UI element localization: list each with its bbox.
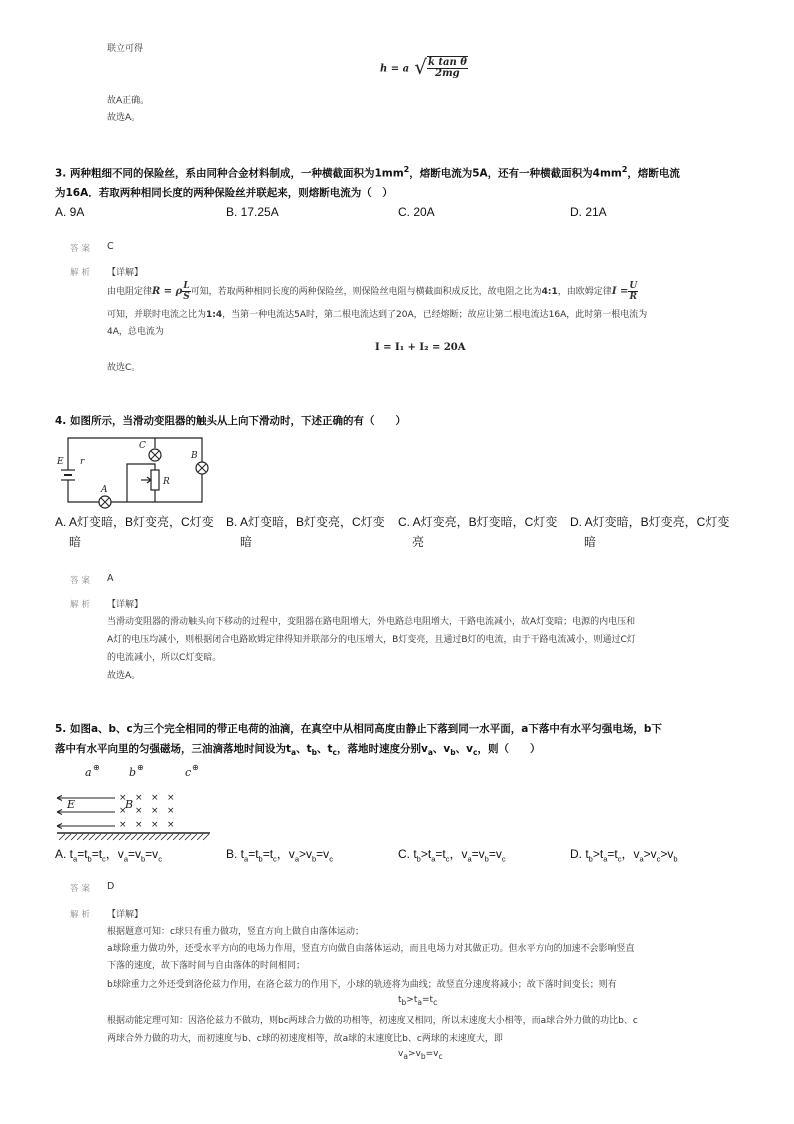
q4-option-a[interactable] [55,512,214,552]
q3-exp-c: ，由欧姆定律 [557,287,612,297]
h-frac [427,56,468,79]
q3-frac-UR [628,281,638,302]
q4-option-d-l1: D. A灯变暗，B灯变亮，C灯变 [570,515,730,529]
q4-exp-3: 的电流减小，所以C灯变暗。 [107,653,222,663]
q3-frac-S: S [183,292,190,302]
q3-conclusion: 故选C。 [107,363,141,373]
svg-text:×: × [135,793,143,803]
q3-frac-R: R [629,292,638,302]
lamp-a-icon [99,496,111,508]
q4-exp-4: 故选A。 [107,671,141,681]
q4-option-b[interactable] [226,512,385,552]
label-E: E [57,457,64,467]
q5-option-b[interactable]: B. $t_a=t_b=t_c$，$v_a>v_b=v_c$ [226,847,333,864]
q3-answer-label: 答案 [70,244,94,254]
q3-total-eq: I = I₁ + I₂ = 20A [375,342,466,353]
q5-option-c[interactable]: C. $t_b>t_a=t_c$，$v_a=v_b=v_c$ [398,847,506,864]
q4-option-d-l2: 暗 [584,535,597,549]
q3-option-b[interactable]: B. 17.25A [226,205,279,219]
q3-sup-1: 2 [403,165,410,174]
svg-text:×: × [135,806,143,816]
q3-frac-LS [182,281,190,302]
svg-text:×: × [167,793,175,803]
h-formula-lhs: h = a [380,63,410,75]
q4-circuit-diagram [55,432,210,510]
q5-stem-line2-c: ，则（ ） [477,743,541,755]
svg-text:×: × [135,820,143,830]
q5-option-a[interactable]: A. $t_a=t_b=t_c$，$v_a=v_b=v_c$ [55,847,162,864]
top-text-2: 故A正确。 [107,96,150,106]
q3-exp-line2-a: 可知，并联时电流之比为 [107,310,207,320]
charge-b-icon: ⊕ [137,763,144,772]
drop-c-label: c [185,766,192,779]
q3-frac-U: U [629,281,638,291]
q4-option-c-l2: 亮 [412,535,425,549]
q3-sup-2: 2 [621,165,628,174]
q5-exp-1: 根据题意可知：c球只有重力做功，竖直方向上做自由落体运动； [107,927,364,937]
label-C: C [139,441,146,451]
q5-exp-5: 根据动能定理可知：因洛伦兹力不做功，则bc两球合力做的功相等，初速度又相同，所以末速度大小相等，而a球合外力做的功比b、c [107,1016,638,1026]
q4-option-b-l2: 暗 [240,535,253,549]
ground-hatch [59,834,209,840]
q3-option-a[interactable]: A. 9A [55,205,85,219]
q4-option-a-l2: 暗 [69,535,82,549]
q4-exp-2: A灯的电压均减小，则根据闭合电路欧姆定律得知并联部分的电压增大，B灯变亮，且通过B灯的电流，由于干路电流减小，则通过C灯 [107,635,636,645]
svg-text:×: × [151,806,159,816]
q3-stem-line2: 为16A．若取两种相同长度的两种保险丝并联起来，则熔断电流为（ ） [55,186,393,199]
q4-detail: 【详解】 [107,600,144,610]
q3-stem [55,160,745,203]
q3-exp-line2 [107,307,647,320]
circuit-wire [68,438,202,502]
q3-option-c[interactable]: C. 20A [398,205,435,219]
q3-ratio-41: 4:1 [541,287,558,297]
label-r: r [80,457,85,467]
lamp-c-icon [149,449,161,461]
h-formula [380,55,468,79]
q5-analysis-label: 解析 [70,910,94,920]
q3-frac-L: L [183,281,190,291]
q3-analysis-label: 解析 [70,268,94,278]
q5-answer-label: 答案 [70,884,94,894]
q5-exp-2: a球除重力做功外，还受水平方向的电场力作用，竖直方向做自由落体运动，而且电场力对其做正功。但水平方向的加速不会影响竖直 [107,944,635,954]
svg-text:×: × [119,806,127,816]
q3-exp-line2-b: ，当第一种电流达5A时，第二根电流达到了20A，已经熔断；故应让第二根电流达16A，此时第一根电流为 [222,310,648,320]
q4-option-a-l1: A. A灯变暗，B灯变亮，C灯变 [55,515,214,529]
lamp-b-icon [196,462,208,474]
sqrt-sign: √ [414,55,427,79]
q3-exp-b: 可知，若取两种相同长度的两种保险丝，则保险丝电阻与横截面积成反比，故电阻之比为 [190,287,542,297]
q4-exp-1: 当滑动变阻器的滑动触头向下移动的过程中，变阻器在路电阻增大，外电路总电阻增大，干路电流减小，故A灯变暗；电源的内电压和 [107,617,636,627]
q3-answer: C [107,241,114,252]
q4-option-b-l1: B. A灯变暗，B灯变亮，C灯变 [226,515,385,529]
q3-option-d[interactable]: D. 21A [570,205,607,219]
q3-exp-line3: 4A，总电流为 [107,327,164,337]
q4-stem: 4. 如图所示，当滑动变阻器的触头从上向下滑动时，下述正确的有（ ） [55,415,406,427]
q5-option-d[interactable]: D. $t_b>t_a=t_c$，$v_a>v_c>v_b$ [570,847,678,864]
svg-text:×: × [151,793,159,803]
q4-analysis-label: 解析 [70,600,94,610]
q4-option-d[interactable] [570,512,729,552]
q4-option-c-l1: C. A灯变亮，B灯变暗，C灯变 [398,515,558,529]
q3-exp-line1 [107,281,737,302]
q3-stem-c: ，熔断电流 [627,167,680,180]
q5-stem-line1: 5. 如图a、b、c为三个完全相同的带正电荷的油滴，在真空中从相同高度由静止下落到同一水平面，a下落中有水平匀强电场，b下 [55,723,662,735]
q5-stem-line2: 落中有水平向里的匀强磁场，三油滴落地时间设为$t_a$、$t_b$、$t_c$，落地时速度分别$v_a$、$v_b$、$v_c$，则（ ） [55,743,541,758]
q3-exp-a: 由电阻定律 [107,287,153,297]
q5-eq-2: $v_a>v_b=v_c$ [398,1049,443,1061]
h-frac-num: k tan θ [427,56,467,68]
drop-a-label: a [85,766,92,779]
label-A: A [101,485,108,495]
q3-detail: 【详解】 [107,268,144,278]
h-frac-den: 2mg [435,67,460,79]
field-B-label: B [125,798,134,811]
q5-field-diagram [55,760,215,842]
q5-exp-4: b球除重力之外还受到洛伦兹力作用，在洛仑兹力的作用下，小球的轨迹将为曲线；故竖直分速度将减小；故下落时间变长；则有 [107,980,617,990]
q3-eq-I: I = [611,286,629,297]
q4-option-c[interactable] [398,512,557,552]
field-E-label: E [67,798,76,811]
top-text-1: 联立可得 [107,44,144,54]
q5-detail: 【详解】 [107,910,144,920]
q5-exp-6: 两球合外力做的功大，而初速度与b、c球的初速度相等，故a球的末速度比b、c两球的末速度大，即 [107,1034,503,1044]
q3-stem-b: ，熔断电流为5A，还有一种横截面积为4mm [409,167,622,180]
q3-ratio-14: 1:4 [206,310,223,320]
svg-text:×: × [119,793,127,803]
label-B: B [191,451,198,461]
q5-eq-1: $t_b>t_a=t_c$ [398,995,438,1007]
charge-c-icon: ⊕ [192,763,199,772]
rheostat-box [151,470,159,490]
q4-answer: A [107,573,114,584]
q5-exp-3: 下落的速度，故下落时间与自由落体的时间相同； [107,961,306,971]
top-text-3: 故选A。 [107,113,141,123]
q4-answer-label: 答案 [70,576,94,586]
label-R: R [163,477,170,487]
drop-b-label: b [129,766,137,779]
svg-text:×: × [167,806,175,816]
q5-stem-line2-a: 落中有水平向里的匀强磁场，三油滴落地时间设为t [55,743,292,755]
q3-eq-R: R = ρ [152,286,183,297]
q5-answer: D [107,881,115,892]
q3-stem-a: 3. 两种粗细不同的保险丝，系由同种合金材料制成，一种横截面积为1mm [55,167,404,180]
svg-text:×: × [151,820,159,830]
charge-a-icon: ⊕ [93,763,100,772]
svg-text:×: × [167,820,175,830]
svg-text:×: × [119,820,127,830]
q5-stem-line2-b: ，落地时速度分别v [336,743,428,755]
